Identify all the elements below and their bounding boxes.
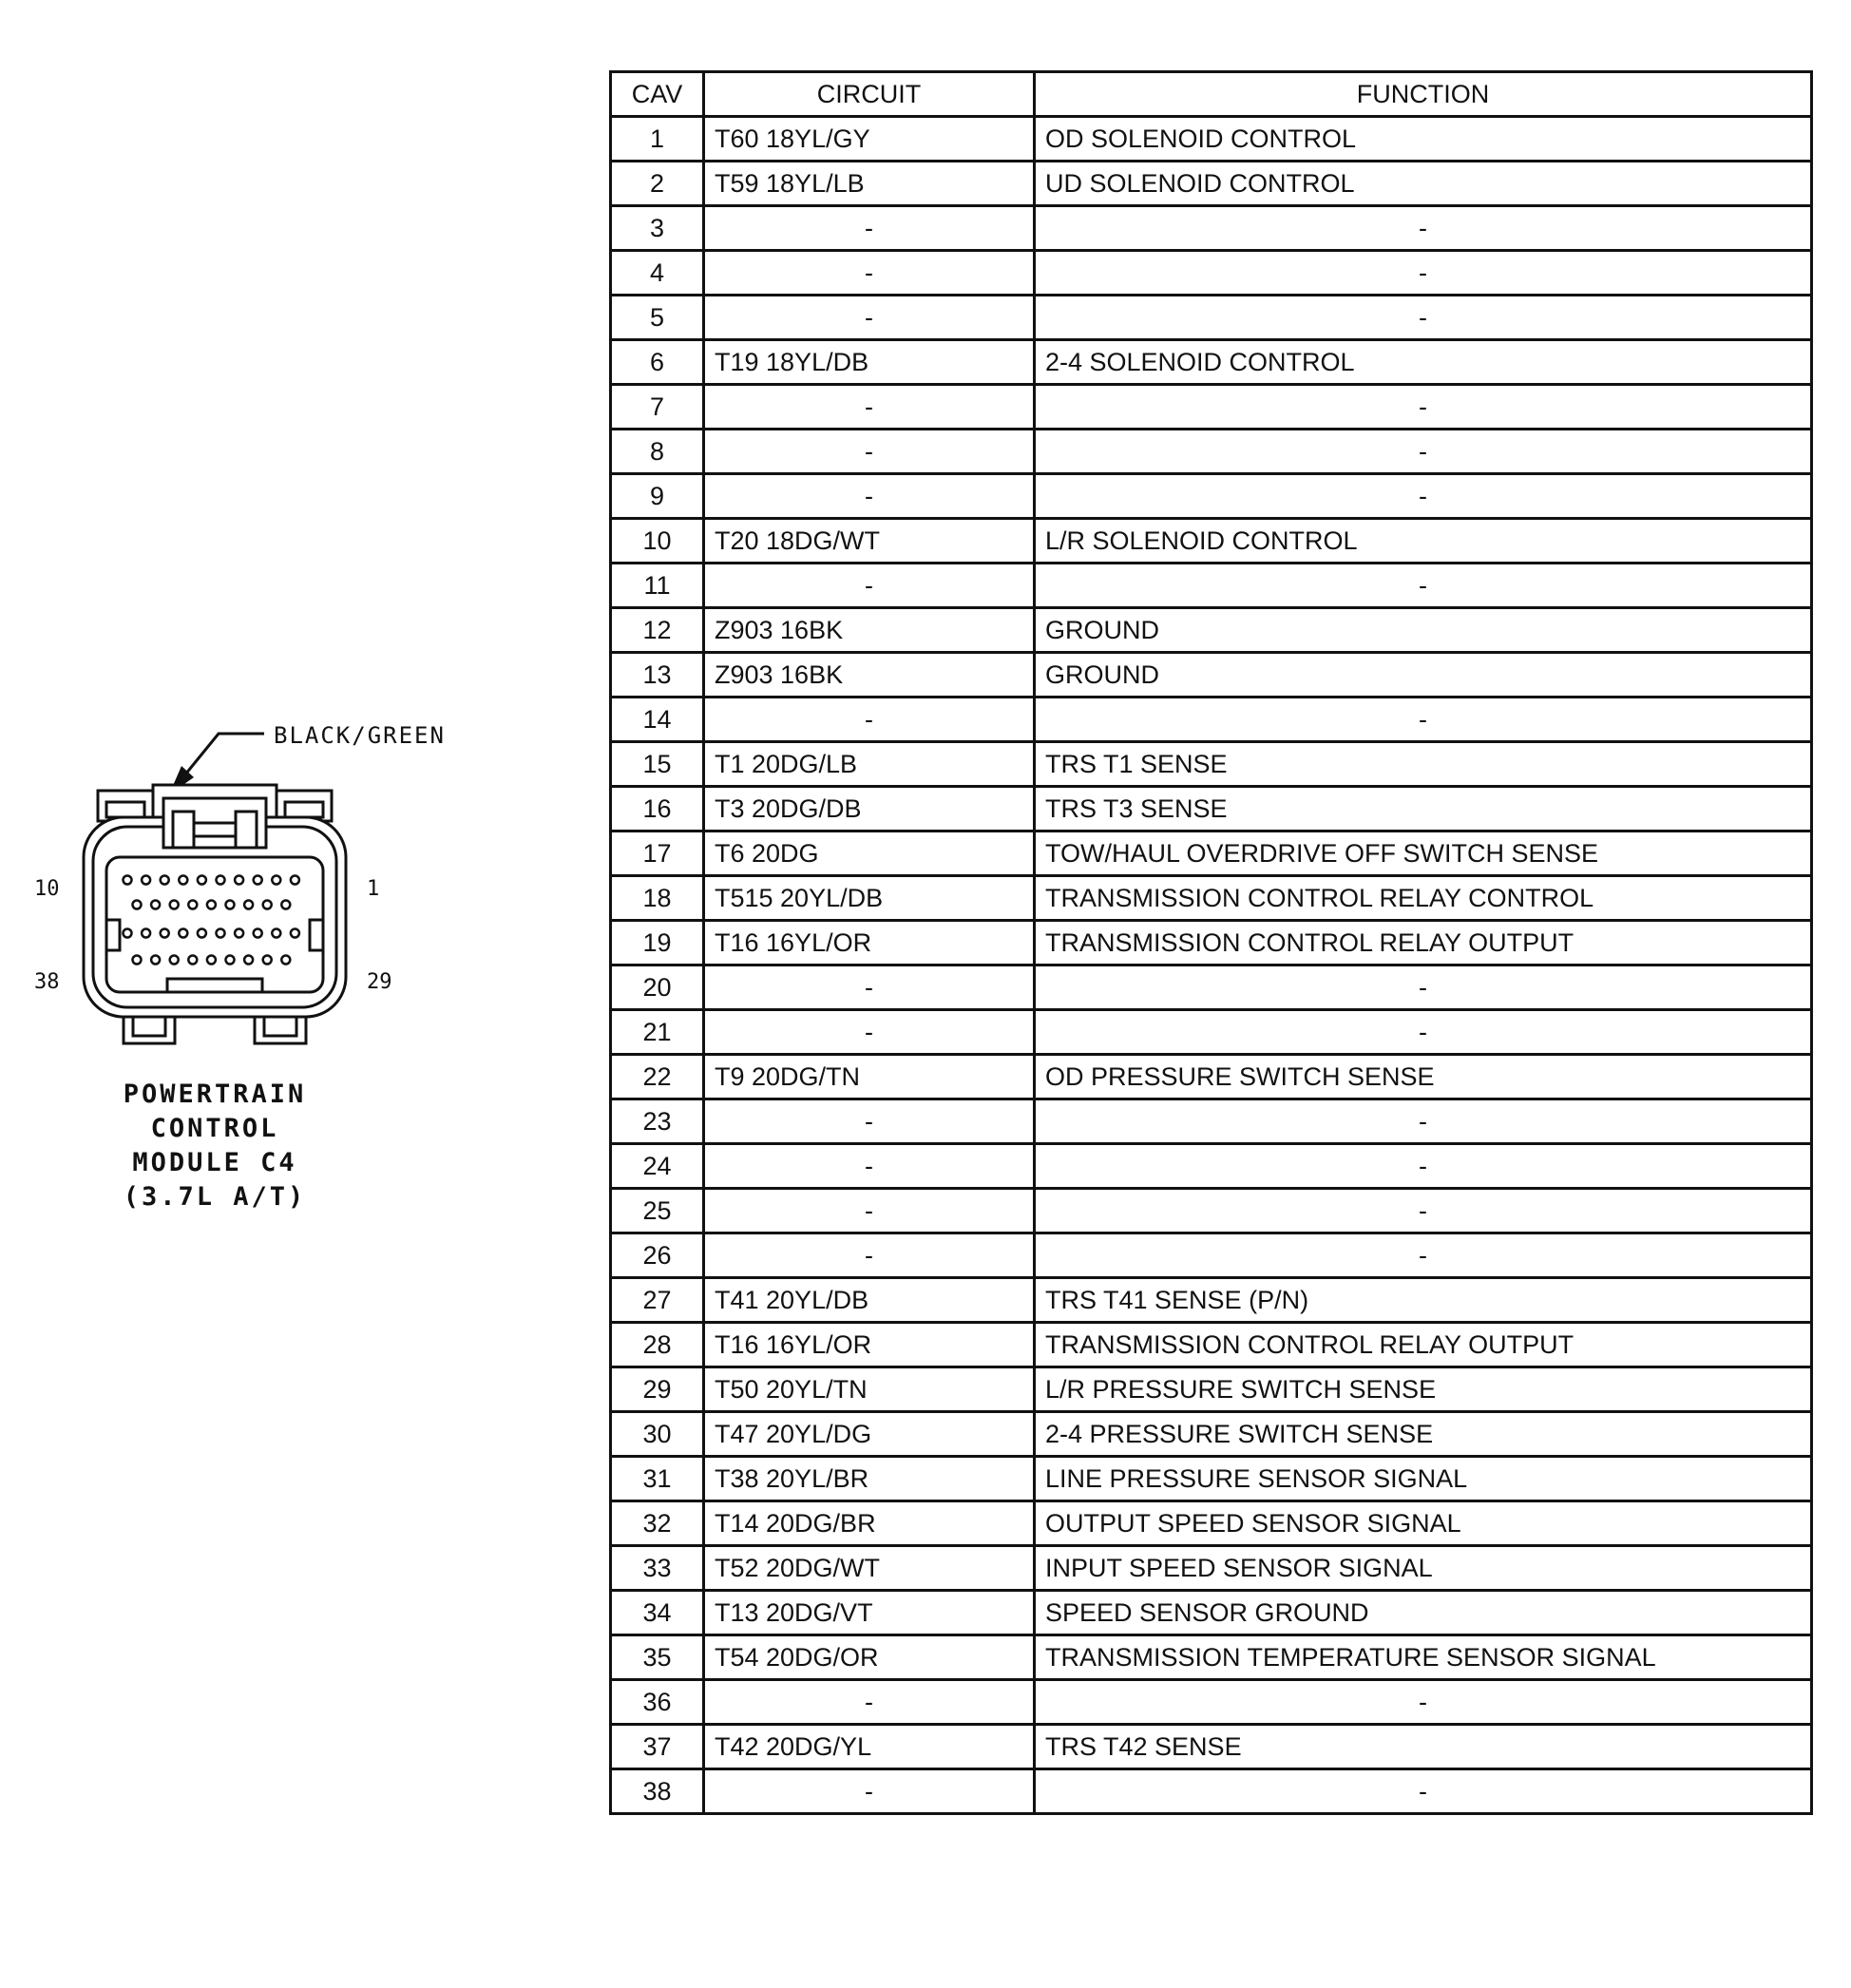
circuit-function: TRANSMISSION CONTROL RELAY OUTPUT bbox=[1035, 1323, 1812, 1367]
circuit-code: - bbox=[704, 1144, 1035, 1189]
terminal-cavity bbox=[179, 929, 187, 938]
table-row bbox=[611, 519, 1812, 564]
circuit-function: OD PRESSURE SWITCH SENSE bbox=[1035, 1055, 1812, 1099]
circuit-function: OD SOLENOID CONTROL bbox=[1035, 117, 1812, 162]
terminal-cavity bbox=[170, 956, 179, 965]
terminal-cavity bbox=[151, 901, 160, 909]
terminal-cavity bbox=[207, 901, 216, 909]
circuit-code: Z903 16BK bbox=[704, 653, 1035, 698]
terminal-cavity bbox=[133, 956, 142, 965]
table-row bbox=[611, 1055, 1812, 1099]
table-row bbox=[611, 1233, 1812, 1278]
circuit-function: TRANSMISSION CONTROL RELAY CONTROL bbox=[1035, 876, 1812, 921]
table-row bbox=[611, 430, 1812, 474]
terminal-cavity bbox=[198, 876, 206, 885]
table-row bbox=[611, 1635, 1812, 1680]
circuit-code: T60 18YL/GY bbox=[704, 117, 1035, 162]
circuit-function: - bbox=[1035, 1233, 1812, 1278]
circuit-function: - bbox=[1035, 1769, 1812, 1814]
table-row bbox=[611, 698, 1812, 742]
circuit-code: T16 16YL/OR bbox=[704, 1323, 1035, 1367]
cavity-number: 33 bbox=[611, 1546, 704, 1591]
cavity-number: 10 bbox=[611, 519, 704, 564]
cavity-number: 2 bbox=[611, 162, 704, 206]
cavity-number: 8 bbox=[611, 430, 704, 474]
circuit-function: - bbox=[1035, 1010, 1812, 1055]
circuit-function: - bbox=[1035, 251, 1812, 296]
terminal-cavity bbox=[188, 956, 197, 965]
table-row bbox=[611, 608, 1812, 653]
cavity-number: 5 bbox=[611, 296, 704, 340]
table-row bbox=[611, 1099, 1812, 1144]
cavity-number: 7 bbox=[611, 385, 704, 430]
circuit-code: - bbox=[704, 965, 1035, 1010]
circuit-code: T1 20DG/LB bbox=[704, 742, 1035, 787]
circuit-code: T52 20DG/WT bbox=[704, 1546, 1035, 1591]
cavity-number: 3 bbox=[611, 206, 704, 251]
table-row bbox=[611, 787, 1812, 832]
cavity-number: 27 bbox=[611, 1278, 704, 1323]
cavity-number: 31 bbox=[611, 1457, 704, 1501]
table-row bbox=[611, 162, 1812, 206]
terminal-cavity bbox=[198, 929, 206, 938]
circuit-function: LINE PRESSURE SENSOR SIGNAL bbox=[1035, 1457, 1812, 1501]
cavity-number: 1 bbox=[611, 117, 704, 162]
terminal-cavity bbox=[124, 929, 132, 938]
circuit-code: - bbox=[704, 1189, 1035, 1233]
connector-diagram bbox=[0, 0, 570, 1330]
table-row bbox=[611, 1010, 1812, 1055]
table-row bbox=[611, 1144, 1812, 1189]
terminal-cavity bbox=[254, 876, 262, 885]
cavity-number: 24 bbox=[611, 1144, 704, 1189]
terminal-cavity bbox=[254, 929, 262, 938]
terminal-cavity bbox=[263, 901, 272, 909]
cavity-number: 26 bbox=[611, 1233, 704, 1278]
circuit-function: OUTPUT SPEED SENSOR SIGNAL bbox=[1035, 1501, 1812, 1546]
circuit-code: - bbox=[704, 296, 1035, 340]
circuit-code: T19 18YL/DB bbox=[704, 340, 1035, 385]
cavity-number: 13 bbox=[611, 653, 704, 698]
circuit-code: - bbox=[704, 1099, 1035, 1144]
terminal-cavity bbox=[161, 929, 169, 938]
terminal-cavity bbox=[142, 876, 150, 885]
circuit-function: INPUT SPEED SENSOR SIGNAL bbox=[1035, 1546, 1812, 1591]
cavity-number: 30 bbox=[611, 1412, 704, 1457]
terminal-cavity bbox=[170, 901, 179, 909]
table-row bbox=[611, 1367, 1812, 1412]
circuit-code: T41 20YL/DB bbox=[704, 1278, 1035, 1323]
circuit-function: - bbox=[1035, 1680, 1812, 1725]
terminal-cavity bbox=[291, 876, 299, 885]
circuit-function: 2-4 PRESSURE SWITCH SENSE bbox=[1035, 1412, 1812, 1457]
circuit-code: - bbox=[704, 564, 1035, 608]
cavity-number: 25 bbox=[611, 1189, 704, 1233]
circuit-code: - bbox=[704, 206, 1035, 251]
connector-color-label: BLACK/GREEN bbox=[274, 722, 446, 749]
circuit-code: T13 20DG/VT bbox=[704, 1591, 1035, 1635]
pin-label-10: 10 bbox=[34, 877, 60, 901]
column-header-function: FUNCTION bbox=[1035, 72, 1812, 117]
cavity-number: 37 bbox=[611, 1725, 704, 1769]
table-row bbox=[611, 385, 1812, 430]
circuit-function: L/R SOLENOID CONTROL bbox=[1035, 519, 1812, 564]
circuit-code: T59 18YL/LB bbox=[704, 162, 1035, 206]
cavity-number: 20 bbox=[611, 965, 704, 1010]
pin-label-1: 1 bbox=[367, 877, 380, 901]
module-name-line-3: MODULE C4 bbox=[132, 1148, 297, 1177]
circuit-function: UD SOLENOID CONTROL bbox=[1035, 162, 1812, 206]
table-row bbox=[611, 474, 1812, 519]
module-name-line-4: (3.7L A/T) bbox=[123, 1182, 307, 1212]
circuit-code: T14 20DG/BR bbox=[704, 1501, 1035, 1546]
circuit-code: - bbox=[704, 474, 1035, 519]
terminal-cavity bbox=[272, 929, 280, 938]
circuit-function: GROUND bbox=[1035, 608, 1812, 653]
table-row bbox=[611, 1725, 1812, 1769]
cavity-number: 4 bbox=[611, 251, 704, 296]
circuit-function: TRS T1 SENSE bbox=[1035, 742, 1812, 787]
circuit-function: - bbox=[1035, 1144, 1812, 1189]
circuit-code: - bbox=[704, 251, 1035, 296]
circuit-function: - bbox=[1035, 698, 1812, 742]
circuit-code: T54 20DG/OR bbox=[704, 1635, 1035, 1680]
terminal-cavity bbox=[226, 901, 235, 909]
terminal-cavity bbox=[281, 956, 290, 965]
circuit-function: TOW/HAUL OVERDRIVE OFF SWITCH SENSE bbox=[1035, 832, 1812, 876]
connector-latch bbox=[163, 798, 266, 848]
cavity-number: 35 bbox=[611, 1635, 704, 1680]
table-header-row bbox=[611, 72, 1812, 117]
circuit-function: - bbox=[1035, 1189, 1812, 1233]
circuit-function: - bbox=[1035, 564, 1812, 608]
cavity-number: 15 bbox=[611, 742, 704, 787]
terminal-cavity bbox=[244, 901, 253, 909]
cavity-number: 38 bbox=[611, 1769, 704, 1814]
terminal-cavity bbox=[142, 929, 150, 938]
table-row bbox=[611, 340, 1812, 385]
circuit-code: - bbox=[704, 385, 1035, 430]
terminal-cavity bbox=[179, 876, 187, 885]
circuit-function: TRS T3 SENSE bbox=[1035, 787, 1812, 832]
table-row bbox=[611, 1769, 1812, 1814]
circuit-function: GROUND bbox=[1035, 653, 1812, 698]
circuit-code: - bbox=[704, 1769, 1035, 1814]
circuit-function: - bbox=[1035, 206, 1812, 251]
cavity-number: 29 bbox=[611, 1367, 704, 1412]
terminal-cavity bbox=[235, 929, 243, 938]
terminal-cavity bbox=[217, 929, 225, 938]
pin-label-29: 29 bbox=[367, 970, 392, 994]
circuit-function: - bbox=[1035, 474, 1812, 519]
circuit-code: T6 20DG bbox=[704, 832, 1035, 876]
cavity-number: 18 bbox=[611, 876, 704, 921]
circuit-code: T20 18DG/WT bbox=[704, 519, 1035, 564]
cavity-number: 36 bbox=[611, 1680, 704, 1725]
terminal-cavity bbox=[226, 956, 235, 965]
table-row bbox=[611, 965, 1812, 1010]
terminal-cavity bbox=[161, 876, 169, 885]
terminal-cavity bbox=[207, 956, 216, 965]
circuit-function: SPEED SENSOR GROUND bbox=[1035, 1591, 1812, 1635]
table-row bbox=[611, 1323, 1812, 1367]
circuit-code: T515 20YL/DB bbox=[704, 876, 1035, 921]
table-row bbox=[611, 876, 1812, 921]
cavity-number: 11 bbox=[611, 564, 704, 608]
table-row bbox=[611, 296, 1812, 340]
terminal-cavity bbox=[263, 956, 272, 965]
circuit-function: TRANSMISSION CONTROL RELAY OUTPUT bbox=[1035, 921, 1812, 965]
cavity-number: 16 bbox=[611, 787, 704, 832]
table-row bbox=[611, 1189, 1812, 1233]
cavity-number: 22 bbox=[611, 1055, 704, 1099]
circuit-function: - bbox=[1035, 965, 1812, 1010]
table-row bbox=[611, 1278, 1812, 1323]
terminal-cavity bbox=[291, 929, 299, 938]
circuit-function: TRS T42 SENSE bbox=[1035, 1725, 1812, 1769]
circuit-code: T3 20DG/DB bbox=[704, 787, 1035, 832]
cavity-number: 12 bbox=[611, 608, 704, 653]
circuit-code: T50 20YL/TN bbox=[704, 1367, 1035, 1412]
circuit-code: - bbox=[704, 1233, 1035, 1278]
cavity-number: 9 bbox=[611, 474, 704, 519]
cavity-number: 28 bbox=[611, 1323, 704, 1367]
circuit-code: - bbox=[704, 698, 1035, 742]
circuit-code: T9 20DG/TN bbox=[704, 1055, 1035, 1099]
column-header-circuit: CIRCUIT bbox=[704, 72, 1035, 117]
pin-label-38: 38 bbox=[34, 970, 60, 994]
connector-pinout-table bbox=[609, 70, 1813, 1815]
circuit-function: L/R PRESSURE SWITCH SENSE bbox=[1035, 1367, 1812, 1412]
circuit-code: T16 16YL/OR bbox=[704, 921, 1035, 965]
terminal-cavity bbox=[281, 901, 290, 909]
circuit-code: - bbox=[704, 430, 1035, 474]
table-row bbox=[611, 653, 1812, 698]
table-row bbox=[611, 832, 1812, 876]
color-callout-arrow bbox=[185, 734, 264, 774]
circuit-function: TRANSMISSION TEMPERATURE SENSOR SIGNAL bbox=[1035, 1635, 1812, 1680]
module-name-line-1: POWERTRAIN bbox=[123, 1080, 307, 1109]
circuit-code: Z903 16BK bbox=[704, 608, 1035, 653]
table-row bbox=[611, 1412, 1812, 1457]
cavity-number: 34 bbox=[611, 1591, 704, 1635]
circuit-code: T47 20YL/DG bbox=[704, 1412, 1035, 1457]
cavity-number: 14 bbox=[611, 698, 704, 742]
terminal-cavity bbox=[244, 956, 253, 965]
table-row bbox=[611, 206, 1812, 251]
circuit-code: T38 20YL/BR bbox=[704, 1457, 1035, 1501]
table-body bbox=[611, 117, 1812, 1814]
terminal-cavity bbox=[188, 901, 197, 909]
cavity-number: 32 bbox=[611, 1501, 704, 1546]
circuit-code: - bbox=[704, 1680, 1035, 1725]
module-name-line-2: CONTROL bbox=[150, 1114, 279, 1143]
cavity-number: 21 bbox=[611, 1010, 704, 1055]
terminal-cavity bbox=[235, 876, 243, 885]
table-row bbox=[611, 1457, 1812, 1501]
terminal-cavity bbox=[133, 901, 142, 909]
table-row bbox=[611, 1501, 1812, 1546]
table-row bbox=[611, 1546, 1812, 1591]
table-row bbox=[611, 742, 1812, 787]
circuit-function: 2-4 SOLENOID CONTROL bbox=[1035, 340, 1812, 385]
table-row bbox=[611, 1591, 1812, 1635]
circuit-function: - bbox=[1035, 1099, 1812, 1144]
table-row bbox=[611, 564, 1812, 608]
cavity-number: 19 bbox=[611, 921, 704, 965]
terminal-cavity bbox=[272, 876, 280, 885]
circuit-code: - bbox=[704, 1010, 1035, 1055]
table-row bbox=[611, 251, 1812, 296]
column-header-cav: CAV bbox=[611, 72, 704, 117]
table-row bbox=[611, 921, 1812, 965]
table-row bbox=[611, 117, 1812, 162]
terminal-cavity bbox=[151, 956, 160, 965]
cavity-number: 6 bbox=[611, 340, 704, 385]
cavity-number: 23 bbox=[611, 1099, 704, 1144]
circuit-function: - bbox=[1035, 296, 1812, 340]
terminal-cavity bbox=[217, 876, 225, 885]
circuit-function: - bbox=[1035, 385, 1812, 430]
circuit-function: - bbox=[1035, 430, 1812, 474]
circuit-function: TRS T41 SENSE (P/N) bbox=[1035, 1278, 1812, 1323]
terminal-cavity bbox=[124, 876, 132, 885]
table-row bbox=[611, 1680, 1812, 1725]
circuit-code: T42 20DG/YL bbox=[704, 1725, 1035, 1769]
cavity-number: 17 bbox=[611, 832, 704, 876]
